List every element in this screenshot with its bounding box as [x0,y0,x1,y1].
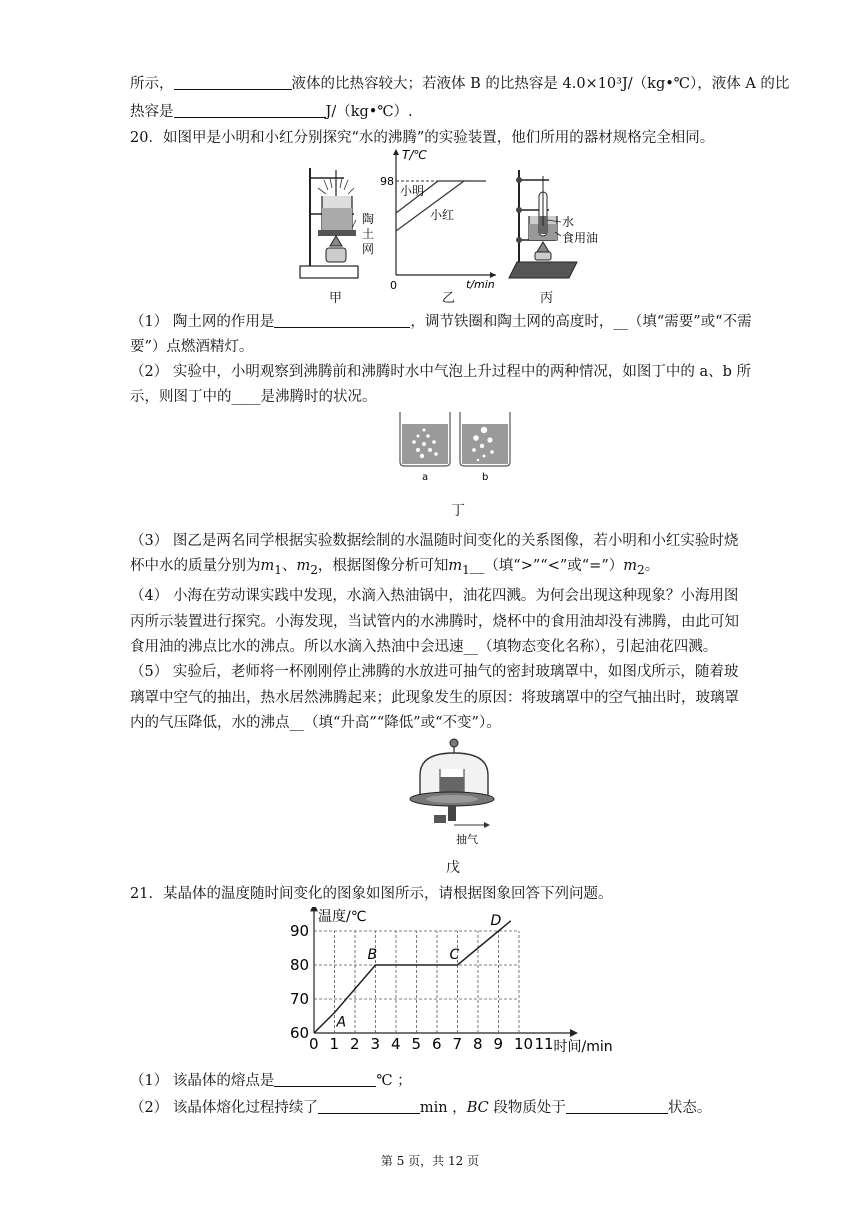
q20-part2-line2: 示，则图丁中的____是沸腾时的状况。 [130,389,377,405]
figure-bing [505,162,617,284]
point-label-b: B [367,947,378,963]
wu-pump-label: 抽气 [456,833,478,846]
subscript: 2 [310,562,318,577]
y-axis-label: 温度/℃ [318,909,367,925]
q20-part4-line1: （4） 小海在劳动课实践中发现，水滴入热油锅中，油花四溅。为何会出现这种现象？小海用图 [130,588,739,604]
q20-part2-line1: （2） 实验中，小明观察到沸腾前和沸腾时水中气泡上升过程中的两种情况，如图丁中的 a、b 所 [130,364,751,380]
yi-series-xiaohong-label: 小红 [430,208,455,222]
yi-tick-98: 98 [380,175,394,188]
x-tick-label: 4 [391,1035,401,1053]
fig-ding-label: 丁 [451,503,465,519]
bing-label-water: 水 [562,215,575,229]
fig-jia-mesh-label [362,212,376,257]
mesh-char: 陶 [362,212,375,226]
answer-blank[interactable] [174,103,326,118]
q19-line-2 [130,102,413,122]
fig-jia-label: 甲 [329,291,343,306]
q19-line-1 [130,74,789,94]
var-m: m [623,558,637,574]
q20-part5-line2: 璃罩中空气的抽出，热水居然沸腾起来；此现象发生的原因：将玻璃罩中的空气抽出时，玻璃罩 [130,690,739,706]
q19-text: 液体的比热容较大；若液体 B 的比热容是 4.0×10³J/（kg•℃），液体 A 的比 [291,76,790,92]
q20-text: （1） 陶土网的作用是 [130,314,275,330]
var-m: m [448,558,463,574]
q20-part5-line1: （5） 实验后，老师将一杯刚刚停止沸腾的水放进可抽气的密封玻璃罩中，如图戊所示，随着玻 [130,664,739,680]
answer-blank[interactable] [566,1099,668,1114]
mesh-char: 网 [362,242,375,256]
q20-text: 。 [644,558,660,574]
x-tick-label: 6 [432,1035,442,1053]
q20-part4-line2: 丙所示装置进行探究。小海发现，当试管内的水沸腾时，烧杯中的食用油却没有沸腾，由此可知 [130,614,739,630]
q20-text: __（填“>”“<”或“=”） [469,558,624,574]
page-footer: 第 5 页，共 12 页 [380,1154,480,1168]
y-tick-label: 90 [290,922,310,940]
y-tick-label: 60 [290,1024,310,1042]
q20-text: ，调节铁圈和陶土网的高度时，__（填“需要”或“不需 [410,314,752,330]
q21-text: 状态。 [667,1100,712,1116]
fig-bing-label: 丙 [540,291,554,306]
q21-text: （1） 该晶体的熔点是 [130,1073,275,1089]
q21-text: min ， [419,1100,467,1116]
q20-part1-line2: 要”）点燃酒精灯。 [130,339,254,355]
x-tick-label: 5 [411,1035,422,1053]
var-m: m [260,558,275,574]
subscript: 1 [462,562,470,577]
answer-blank[interactable] [274,313,410,328]
q19-text: 所示， [130,76,174,92]
point-label-c: C [449,947,460,963]
x-tick-label: 8 [473,1035,483,1053]
subscript: 1 [274,562,282,577]
bing-label-oil: 食用油 [562,231,599,245]
ding-label-a: a [422,472,429,483]
q19-text: J/（kg•℃）. [325,104,413,120]
x-tick-label: 1 [329,1035,340,1053]
q21-part2 [130,1098,711,1118]
point-label-a: A [336,1014,347,1031]
x-tick-label: 9 [493,1035,504,1053]
y-tick-label: 70 [290,990,310,1008]
answer-blank[interactable] [274,1072,376,1087]
answer-blank[interactable] [174,75,292,90]
q20-part3-line2 [130,556,659,580]
yi-origin: 0 [390,279,397,292]
x-tick-label: 10 [514,1035,534,1053]
q21-stem: 21．某晶体的温度随时间变化的图象如图所示，请根据图象回答下列问题。 [130,886,613,902]
x-tick-label: 2 [350,1035,360,1053]
figure-ding-beakers [396,408,514,488]
y-axis-arrow [310,907,318,911]
x-tick-label: 11 [534,1035,554,1053]
q21-temperature-chart [286,907,626,1057]
ding-label-b: b [482,472,489,483]
q20-stem: 20．如图甲是小明和小红分别探究“水的沸腾”的实验装置，他们所用的器材规格完全相同。 [130,130,715,146]
q21-text: ℃ ； [376,1073,412,1089]
q21-text: 段物质处于 [488,1100,566,1116]
q21-part1 [130,1071,412,1091]
q20-text: ，根据图像分析可知 [317,558,449,574]
x-tick-label: 3 [370,1035,381,1053]
answer-blank[interactable] [318,1099,420,1114]
x-axis-label: 时间/min [553,1039,613,1055]
yi-ylabel: T/℃ [402,148,427,162]
q20-part5-line3: 内的气压降低，水的沸点__（填“升高”“降低”或“不变”）。 [130,715,501,731]
fig-wu-label: 戊 [446,860,460,876]
x-tick-label: 0 [309,1035,319,1053]
y-tick-label: 80 [290,956,310,974]
subscript: 2 [637,562,645,577]
q19-text: 热容是 [130,104,174,120]
q20-part3-line1: （3） 图乙是两名同学根据实验数据绘制的水温随时间变化的关系图像，若小明和小红实验时烧 [130,533,739,549]
q20-part4-line3: 食用油的沸点比水的沸点。所以水滴入热油中会迅速__（填物态变化名称），引起油花四溅。 [130,639,718,655]
x-axis-arrow [570,1029,578,1037]
x-tick-label: 7 [452,1035,463,1053]
q20-text: 、 [281,558,297,574]
q20-part1-line1 [130,312,752,332]
segment-bc: BC [466,1100,489,1116]
q21-text: （2） 该晶体熔化过程持续了 [130,1100,318,1116]
mesh-char: 土 [362,227,375,241]
figure-wu-bell-jar [404,735,504,853]
yi-xlabel: t/min [466,278,495,291]
yi-series-xiaoming-label: 小明 [400,184,425,198]
q20-text: 杯中水的质量分别为 [130,558,261,574]
fig-yi-label: 乙 [442,291,456,306]
figure-yi-graph [378,143,500,293]
var-m: m [296,558,311,574]
point-label-d: D [490,913,502,929]
